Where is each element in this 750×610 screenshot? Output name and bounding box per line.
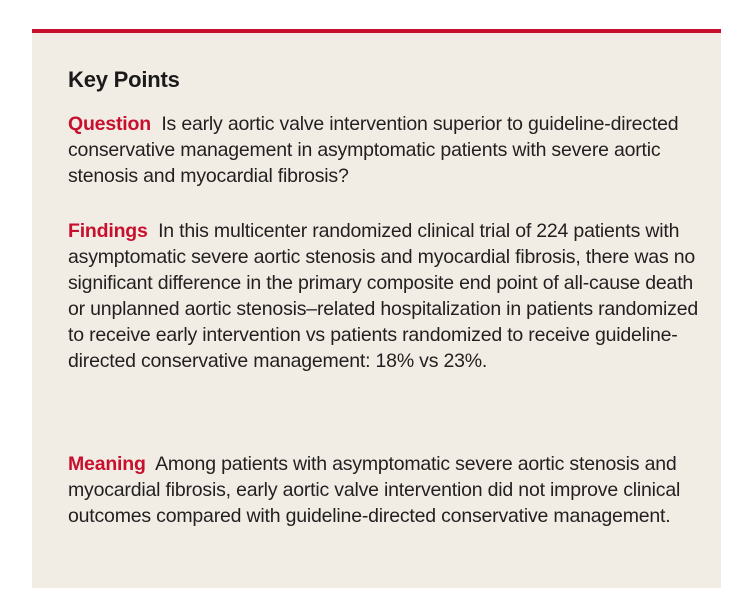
meaning-label: Meaning bbox=[68, 453, 146, 475]
question-label: Question bbox=[68, 113, 151, 135]
meaning-paragraph bbox=[68, 451, 698, 529]
findings-text: In this multicenter randomized clinical trial of 224 patients with asymptomatic severe aortic stenosis and myocardial fibrosis, there was no significant difference in the primary composite end point of all-cause death or unplanned aortic stenosis–related hospitalization in patients randomized to receive early intervention vs patients randomized to receive guideline-directed conservative management: 18% vs 23%. bbox=[68, 220, 698, 372]
question-text: Is early aortic valve intervention superior to guideline-directed conservative management in asymptomatic patients with severe aortic stenosis and myocardial fibrosis? bbox=[68, 113, 679, 187]
key-points-box bbox=[32, 29, 721, 588]
meaning-text: Among patients with asymptomatic severe aortic stenosis and myocardial fibrosis, early aortic valve intervention did not improve clinical outcomes compared with guideline-directed conservative management. bbox=[68, 453, 681, 527]
findings-label: Findings bbox=[68, 220, 148, 242]
key-points-title: Key Points bbox=[68, 67, 180, 92]
question-paragraph bbox=[68, 111, 698, 189]
findings-paragraph bbox=[68, 218, 698, 374]
